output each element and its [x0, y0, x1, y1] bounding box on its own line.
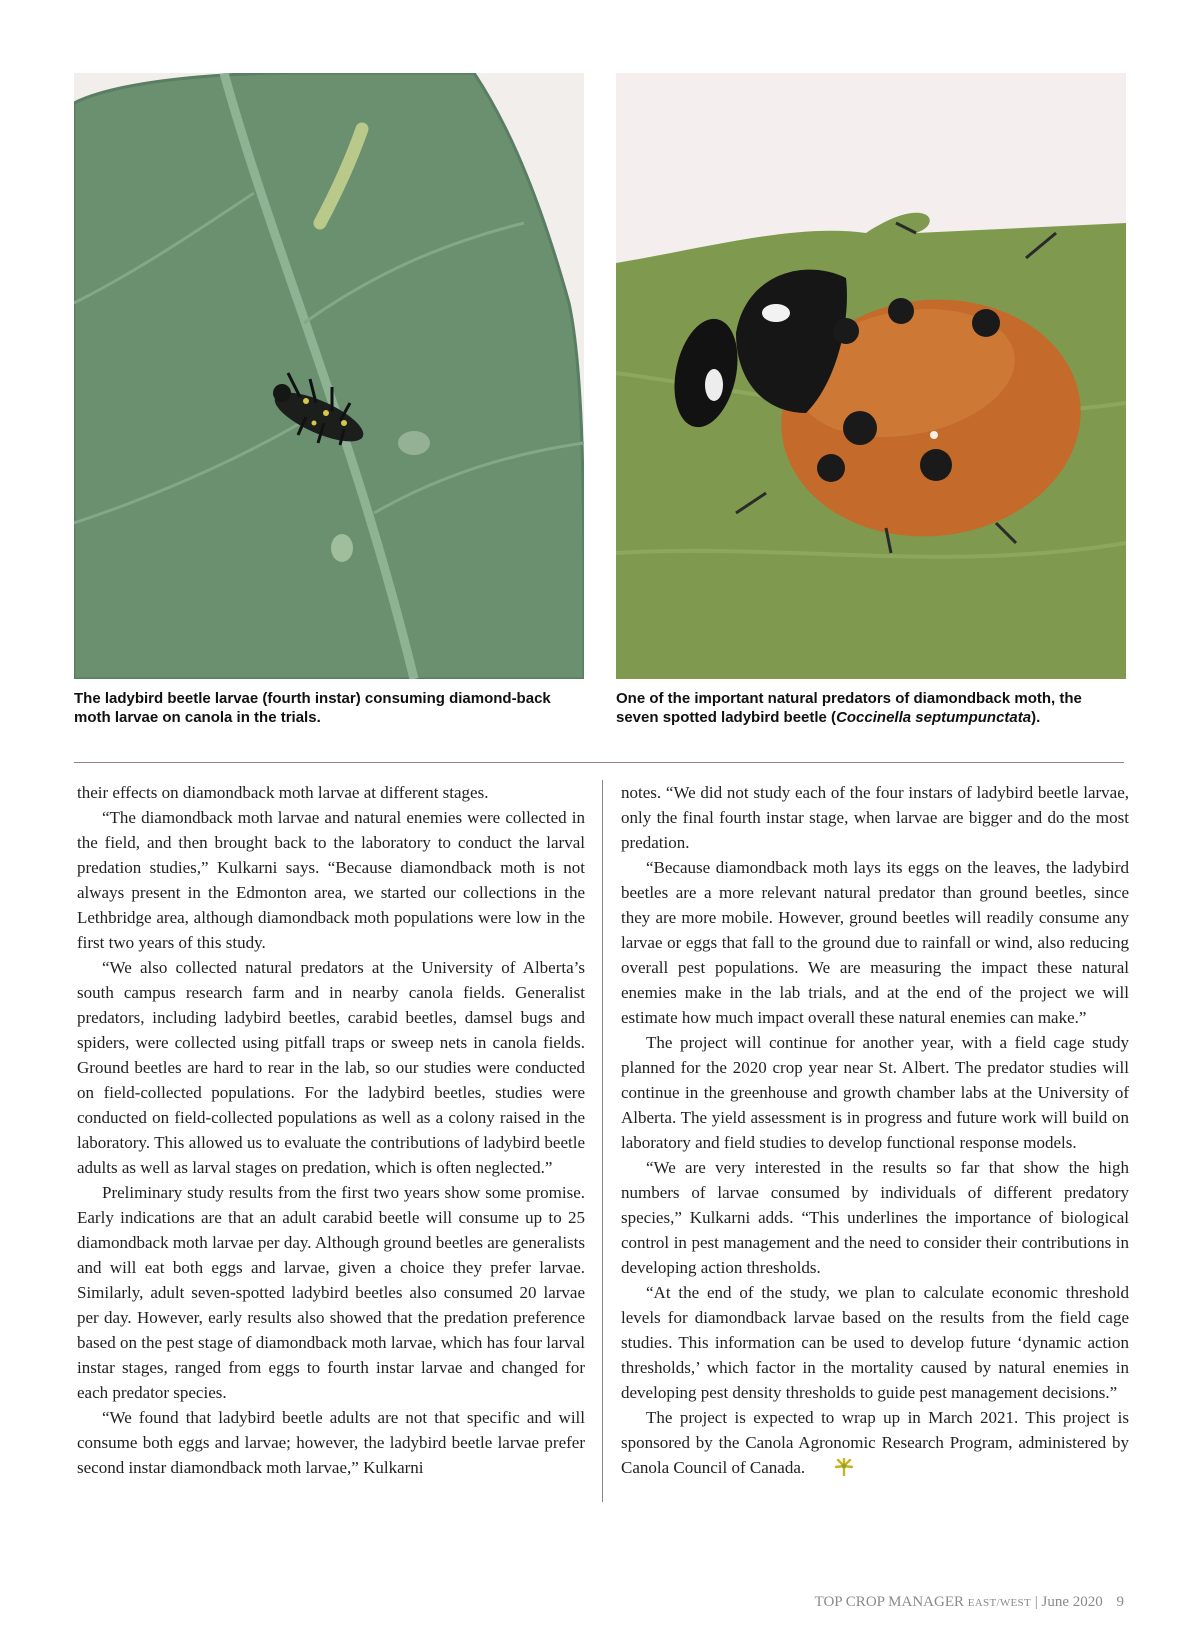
paragraph: “We also collected natural predators at the University of Alberta’s south campus research farm and in nearby canola fields. Generalist predators, including ladybird beetles, carabid beetles, damsel bugs and spiders, were collected using pitfall traps or sweep nets in canola fields. Ground beetles are hard to rear in the lab, so our studies were conducted on field-collected populations. For the ladybird beetles, studies were conducted on field-collected populations as well as a colony raised in the laboratory. This allowed us to evaluate the contributions of ladybird beetle adults as well as larval stages on predation, which is often neglected.” — [77, 958, 585, 1177]
footer-magazine: TOP CROP MANAGER — [814, 1594, 965, 1610]
column-divider — [602, 780, 603, 1502]
paragraph: “At the end of the study, we plan to calculate economic threshold levels for diamondback larvae based on the results from the field cage studies. This information can be used to develop future ‘dynamic action thresholds,’ which factor in the mortality caused by natural enemies in developing pest density thresholds to guide pest management decisions.” — [621, 1283, 1129, 1402]
paragraph-final-text: The project is expected to wrap up in March 2021. This project is sponsored by the Canola Agronomic Research Program, administered by Canola Council of Canada. — [621, 1408, 1129, 1477]
paragraph: their effects on diamondback moth larvae at different stages. — [77, 783, 489, 802]
paragraph: Preliminary study results from the first two years show some promise. Early indications are that an adult carabid beetle will consume up to 25 diamondback moth larvae per day. Although ground beetles are generalists and will eat both eggs and larvae, given a choice they prefer larvae. Similarly, adult seven-spotted ladybird beetles also consumed 20 larvae per day. However, early results also showed that the predation preference based on the pest stage of diamondback moth larvae, which has four larval instar stages, ranged from eggs to fourth instar larvae and changed for each predator species. — [77, 1183, 585, 1402]
photo-ladybird-larvae — [74, 73, 584, 679]
page-number: 9 — [1116, 1594, 1124, 1610]
caption-right-end: ). — [1031, 709, 1041, 726]
paragraph-final — [621, 1405, 1129, 1480]
footer-date: June 2020 — [1041, 1594, 1103, 1610]
paragraph: “We found that ladybird beetle adults are not that specific and will consume both eggs and larvae; however, the ladybird beetle larvae prefer second instar diamondback moth larvae,” Kulkarni — [77, 1408, 585, 1477]
paragraph: notes. “We did not study each of the four instars of ladybird beetle larvae, only the final fourth instar stage, when larvae are bigger and do the most predation. — [621, 783, 1129, 852]
article-column-left — [77, 780, 585, 1480]
footer-edition: EAST/WEST — [967, 1597, 1031, 1609]
caption-right-species: Coccinella septumpunctata — [836, 709, 1032, 726]
caption-divider — [74, 762, 1124, 763]
paragraph: “We are very interested in the results so far that show the high numbers of larvae consumed by individuals of different predatory species,” Kulkarni adds. “This underlines the importance of biological control in pest management and the need to consider their contributions in developing action thresholds. — [621, 1158, 1129, 1277]
article-column-right — [621, 780, 1129, 1480]
footer-separator: | — [1034, 1594, 1038, 1610]
page-footer — [700, 1594, 1124, 1611]
figure-caption-left: The ladybird beetle larvae (fourth instar) consuming diamond-back moth larvae on canola in the trials. — [74, 690, 551, 726]
paragraph: “Because diamondback moth lays its eggs on the leaves, the ladybird beetles are a more relevant natural predator than ground beetles, since they are more mobile. However, ground beetles will readily consume any larvae or eggs that fall to the ground due to rainfall or wind, also reducing overall pest populations. We are measuring the impact these natural enemies make in the lab trials, and at the end of the project we will estimate how much impact overall these natural enemies can make.” — [621, 858, 1129, 1027]
photo-seven-spotted-ladybird — [616, 73, 1126, 679]
paragraph: The project will continue for another year, with a field cage study planned for the 2020 crop year near St. Albert. The predator studies will continue in the greenhouse and growth chamber labs at the University of Alberta. The yield assessment is in progress and future work will build on laboratory and field studies to develop functional response models. — [621, 1033, 1129, 1152]
figure-caption-right — [616, 689, 1126, 727]
paragraph: “The diamondback moth larvae and natural enemies were collected in the field, and then brought back to the laboratory to conduct the larval predation studies,” Kulkarni says. “Because diamondback moth is not always present in the Edmonton area, we started our collections in the Lethbridge area, although diamondback moth populations were low in the first two years of this study. — [77, 808, 585, 952]
canola-leaf-icon — [809, 1458, 829, 1476]
caption-right-start: One of the important natural predators of diamondback moth, the seven spotted ladybird beetle ( — [616, 690, 1082, 726]
